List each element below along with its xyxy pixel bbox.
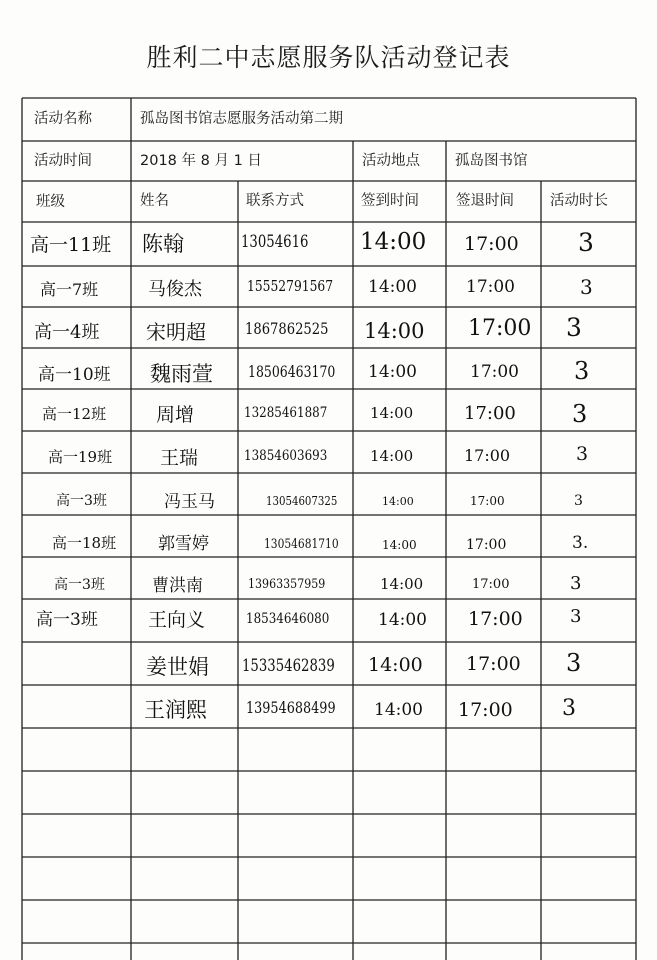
- duration-cell: 3: [574, 493, 583, 509]
- name-cell: 陈翰: [142, 232, 184, 256]
- table-grid: [0, 96, 657, 960]
- sign-in-cell: 14:00: [382, 495, 414, 508]
- header-duration: 活动时长: [550, 193, 608, 209]
- duration-cell: 3: [576, 443, 589, 465]
- header-contact: 联系方式: [246, 193, 304, 209]
- header-sign-out: 签退时间: [456, 193, 514, 209]
- activity-time-label: 活动时间: [34, 153, 92, 169]
- name-cell: 王向义: [148, 609, 206, 631]
- sign-in-cell: 14:00: [380, 575, 424, 593]
- phone-cell: 13854603693: [244, 448, 328, 464]
- sign-out-cell: 17:00: [466, 277, 515, 297]
- sign-out-cell: 17:00: [466, 653, 521, 675]
- class-cell: 高一7班: [40, 280, 99, 299]
- name-cell: 姜世娟: [146, 655, 209, 679]
- sign-out-cell: 17:00: [470, 494, 505, 508]
- sign-in-cell: 14:00: [368, 654, 423, 676]
- duration-cell: 3: [578, 228, 594, 257]
- duration-cell: 3: [566, 313, 582, 342]
- sign-in-cell: 14:00: [368, 277, 417, 297]
- name-cell: 曹洪南: [152, 576, 203, 596]
- location-value: 孤岛图书馆: [455, 153, 528, 169]
- sign-out-cell: 17:00: [464, 403, 516, 424]
- header-name: 姓名: [140, 193, 169, 209]
- class-cell: 高一4班: [34, 322, 100, 343]
- class-cell: 高一11班: [30, 234, 112, 256]
- sign-in-cell: 14:00: [364, 319, 425, 343]
- phone-cell: 13054681710: [264, 537, 339, 552]
- sign-in-cell: 14:00: [370, 447, 414, 465]
- sign-in-cell: 14:00: [374, 700, 423, 720]
- name-cell: 马俊杰: [148, 279, 202, 300]
- sign-in-cell: 14:00: [360, 229, 427, 255]
- phone-cell: 18534646080: [246, 611, 330, 627]
- sign-in-cell: 14:00: [370, 404, 414, 422]
- form-title: 胜利二中志愿服务队活动登记表: [146, 43, 511, 72]
- name-cell: 王润熙: [144, 698, 207, 722]
- sign-out-cell: 17:00: [470, 362, 519, 382]
- phone-cell: 1867862525: [245, 319, 329, 338]
- sign-in-cell: 14:00: [382, 538, 417, 552]
- sign-out-cell: 17:00: [468, 316, 532, 341]
- name-cell: 冯玉马: [164, 492, 215, 512]
- sign-in-cell: 14:00: [368, 362, 417, 382]
- duration-cell: 3: [566, 649, 582, 677]
- sign-out-cell: 17:00: [466, 537, 507, 553]
- class-cell: 高一12班: [42, 405, 107, 423]
- class-cell: 高一19班: [48, 448, 113, 466]
- sign-in-cell: 14:00: [378, 610, 427, 630]
- duration-cell: 3: [562, 696, 576, 721]
- class-cell: 高一3班: [54, 577, 105, 593]
- sign-out-cell: 17:00: [464, 233, 519, 255]
- name-cell: 王瑞: [160, 447, 199, 469]
- activity-name-value: 孤岛图书馆志愿服务活动第二期: [140, 111, 343, 127]
- class-cell: 高一3班: [56, 493, 107, 509]
- name-cell: 郭雪婷: [158, 534, 209, 554]
- phone-cell: 15335462839: [242, 656, 335, 676]
- class-cell: 高一10班: [38, 365, 111, 385]
- name-cell: 周增: [156, 404, 195, 426]
- sign-out-cell: 17:00: [458, 699, 513, 721]
- header-class: 班级: [36, 194, 65, 210]
- phone-cell: 18506463170: [248, 362, 336, 381]
- class-cell: 高一18班: [52, 534, 117, 552]
- duration-cell: 3.: [572, 533, 589, 553]
- name-cell: 魏雨萱: [150, 362, 213, 386]
- duration-cell: 3: [574, 357, 590, 385]
- class-cell: 高一3班: [36, 610, 98, 630]
- name-cell: 宋明超: [146, 320, 206, 344]
- phone-cell: 13954688499: [246, 698, 336, 717]
- phone-cell: 13963357959: [248, 577, 326, 592]
- phone-cell: 13054616: [241, 232, 309, 252]
- activity-date-value: 2018 年 8 月 1 日: [140, 153, 262, 169]
- duration-cell: 3: [580, 275, 593, 299]
- registration-table: [0, 96, 657, 960]
- duration-cell: 3: [570, 573, 582, 594]
- header-sign-in: 签到时间: [361, 193, 419, 209]
- location-label: 活动地点: [362, 153, 420, 169]
- activity-name-label: 活动名称: [34, 111, 92, 127]
- phone-cell: 15552791567: [247, 277, 334, 295]
- sign-out-cell: 17:00: [472, 577, 510, 592]
- duration-cell: 3: [572, 400, 588, 428]
- sign-out-cell: 17:00: [464, 446, 511, 465]
- phone-cell: 13054607325: [266, 494, 338, 508]
- phone-cell: 13285461887: [244, 405, 328, 421]
- sign-out-cell: 17:00: [468, 608, 523, 630]
- duration-cell: 3: [570, 606, 582, 627]
